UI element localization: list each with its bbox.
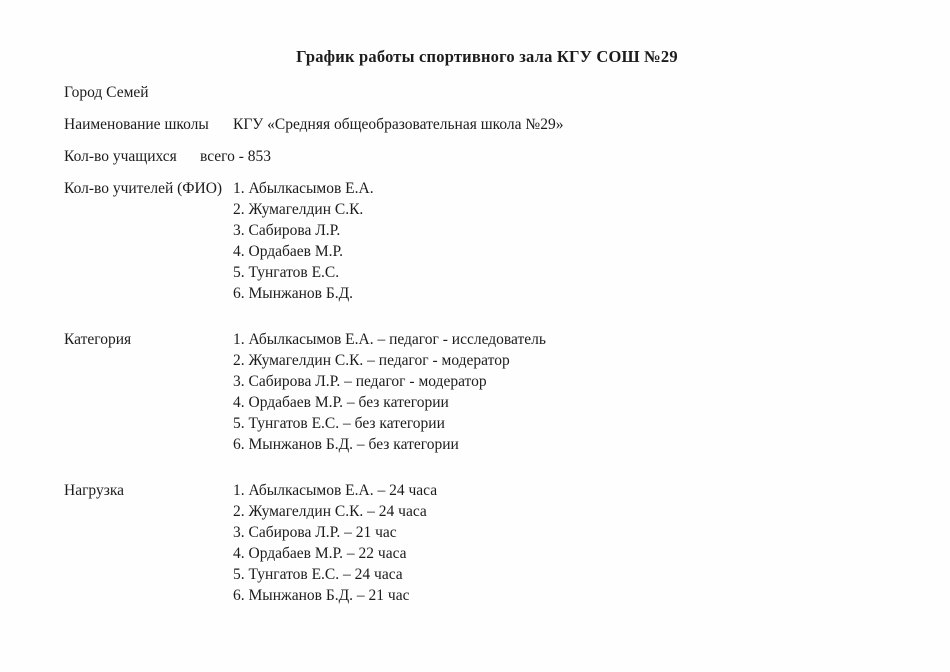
field-school-name-label: Наименование школы (64, 116, 209, 133)
list-item: 4. Ордабаев М.Р. (233, 243, 344, 260)
list-item: 2. Жумагелдин С.К. – 24 часа (233, 503, 427, 520)
list-item: 2. Жумагелдин С.К. (233, 201, 364, 218)
list-item: 5. Тунгатов Е.С. – 24 часа (233, 566, 403, 583)
list-item: 1. Абылкасымов Е.А. – 24 часа (233, 482, 438, 499)
field-student-count-label: Кол-во учащихся (64, 148, 177, 165)
field-school-name (64, 114, 910, 135)
field-school-name-value: КГУ «Средняя общеобразовательная школа №29» (233, 116, 564, 133)
list-item: 2. Жумагелдин С.К. – педагог - модератор (233, 352, 510, 369)
list-item: 5. Тунгатов Е.С. (233, 264, 340, 281)
list-item: 6. Мынжанов Б.Д. (233, 285, 354, 302)
section-workload-list (233, 480, 910, 606)
section-category-label: Категория (64, 331, 132, 348)
list-item: 6. Мынжанов Б.Д. – без категории (233, 436, 459, 453)
field-city (64, 82, 910, 103)
document-title: График работы спортивного зала КГУ СОШ №29 (296, 47, 678, 66)
list-item: 4. Ордабаев М.Р. – 22 часа (233, 545, 407, 562)
list-item: 1. Абылкасымов Е.А. – педагог - исследователь (233, 331, 546, 348)
section-teachers-label: Кол-во учителей (ФИО) (64, 180, 223, 197)
list-item: 3. Сабирова Л.Р. (233, 222, 341, 239)
section-teachers-list (233, 178, 910, 304)
list-item: 1. Абылкасымов Е.А. (233, 180, 374, 197)
section-teachers (64, 178, 910, 304)
list-item: 5. Тунгатов Е.С. – без категории (233, 415, 445, 432)
section-category (64, 329, 910, 455)
list-item: 4. Ордабаев М.Р. – без категории (233, 394, 449, 411)
section-category-list (233, 329, 910, 455)
section-workload-label: Нагрузка (64, 482, 125, 499)
section-workload (64, 480, 910, 606)
list-item: 6. Мынжанов Б.Д. – 21 час (233, 587, 410, 604)
field-city-label: Город Семей (64, 84, 149, 101)
field-student-count-value: всего - 853 (200, 148, 272, 165)
field-student-count (64, 146, 910, 167)
list-item: 3. Сабирова Л.Р. – 21 час (233, 524, 397, 541)
list-item: 3. Сабирова Л.Р. – педагог - модератор (233, 373, 487, 390)
